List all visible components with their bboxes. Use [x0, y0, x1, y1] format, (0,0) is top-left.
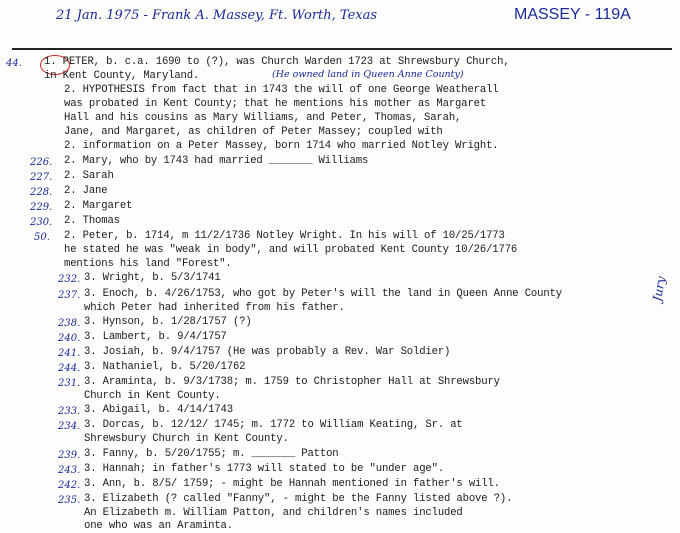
text-line: in Kent County, Maryland. [44, 70, 200, 82]
ref-number: 226. [30, 157, 53, 168]
text-line: 2. Margaret [64, 200, 133, 212]
ref-number: 242. [58, 480, 81, 491]
text-line: 3. Lambert, b. 9/4/1757 [84, 331, 227, 343]
text-line: 2. Jane [64, 185, 108, 197]
ref-number: 243. [58, 465, 81, 476]
header-divider [12, 48, 672, 50]
text-line: 3. Josiah, b. 9/4/1757 (He was probably a Rev. War Soldier) [84, 346, 451, 358]
text-line: 3. Ann, b. 8/5/ 1759; - might be Hannah mentioned in father's will. [84, 478, 500, 490]
text-line: 2. Thomas [64, 215, 120, 227]
ref-number: 44. [6, 58, 22, 69]
ref-number: 239. [58, 450, 81, 461]
text-line: he stated he was "weak in body", and will probated Kent County 10/26/1776 [64, 244, 518, 256]
text-line: 3. Dorcas, b. 12/12/ 1745; m. 1772 to William Keating, Sr. at [84, 419, 463, 431]
ref-number: 230. [30, 217, 53, 228]
text-line: 2. HYPOTHESIS from fact that in 1743 the will of one George Weatherall [64, 84, 499, 96]
ref-number: 233. [58, 406, 81, 417]
ref-number: 227. [30, 172, 53, 183]
text-line: which Peter had inherited from his father. [84, 302, 345, 314]
ref-number: 241. [58, 348, 81, 359]
ref-number: 50. [34, 232, 50, 243]
text-line: 3. Hannah; in father's 1773 will stated to be "under age". [84, 463, 445, 475]
text-line: Jane, and Margaret, as children of Peter Massey; coupled with [64, 126, 443, 138]
text-line: 3. Hynson, b. 1/28/1757 (?) [84, 316, 252, 328]
ref-number: 237. [58, 290, 81, 301]
text-line: Shrewsbury Church in Kent County. [84, 433, 289, 445]
text-line: 2. Peter, b. 1714, m 11/2/1736 Notley Wright. In his will of 10/25/1773 [64, 230, 505, 242]
text-line: An Elizabeth m. William Patton, and children's names included [84, 507, 463, 519]
text-line: 3. Enoch, b. 4/26/1753, who got by Peter's will the land in Queen Anne County [84, 288, 562, 300]
margin-note: Jury [650, 275, 669, 303]
text-line: 2. Mary, who by 1743 had married _______ Williams [64, 155, 369, 167]
ref-number: 235. [58, 495, 81, 506]
ref-number: 238. [58, 318, 81, 329]
header-left-note: 21 Jan. 1975 - Frank A. Massey, Ft. Worth, Texas [56, 8, 378, 23]
ref-number: 229. [30, 202, 53, 213]
ref-number: 234. [58, 421, 81, 432]
text-line: was probated in Kent County; that he mentions his mother as Margaret [64, 98, 487, 110]
text-line: 3. Araminta, b. 9/3/1738; m. 1759 to Christopher Hall at Shrewsbury [84, 376, 500, 388]
text-line: 3. Wright, b. 5/3/1741 [84, 272, 221, 284]
text-line: 3. Abigail, b. 4/14/1743 [84, 404, 233, 416]
ref-number: 244. [58, 363, 81, 374]
text-line: 1. PETER, b. c.a. 1690 to (?), was Church Warden 1723 at Shrewsbury Church, [44, 56, 510, 68]
land-annotation: (He owned land in Queen Anne County) [272, 69, 464, 80]
ref-number: 231. [58, 378, 81, 389]
header-right-note: MASSEY - 119A [514, 6, 631, 23]
text-line: one who was an Araminta. [84, 520, 233, 532]
text-line: 3. Elizabeth (? called "Fanny", - might be the Fanny listed above ?). [84, 493, 513, 505]
text-line: 3. Nathaniel, b. 5/20/1762 [84, 361, 246, 373]
text-line: 2. Sarah [64, 170, 114, 182]
ref-number: 240. [58, 333, 81, 344]
text-line: Church in Kent County. [84, 390, 221, 402]
ref-number: 232. [58, 274, 81, 285]
text-line: mentions his land "Forest". [64, 258, 232, 270]
ref-number: 228. [30, 187, 53, 198]
text-line: 2. information on a Peter Massey, born 1714 who married Notley Wright. [64, 140, 499, 152]
text-line: Hall and his cousins as Mary Williams, and Peter, Thomas, Sarah, [64, 112, 462, 124]
text-line: 3. Fanny, b. 5/20/1755; m. _______ Patton [84, 448, 339, 460]
